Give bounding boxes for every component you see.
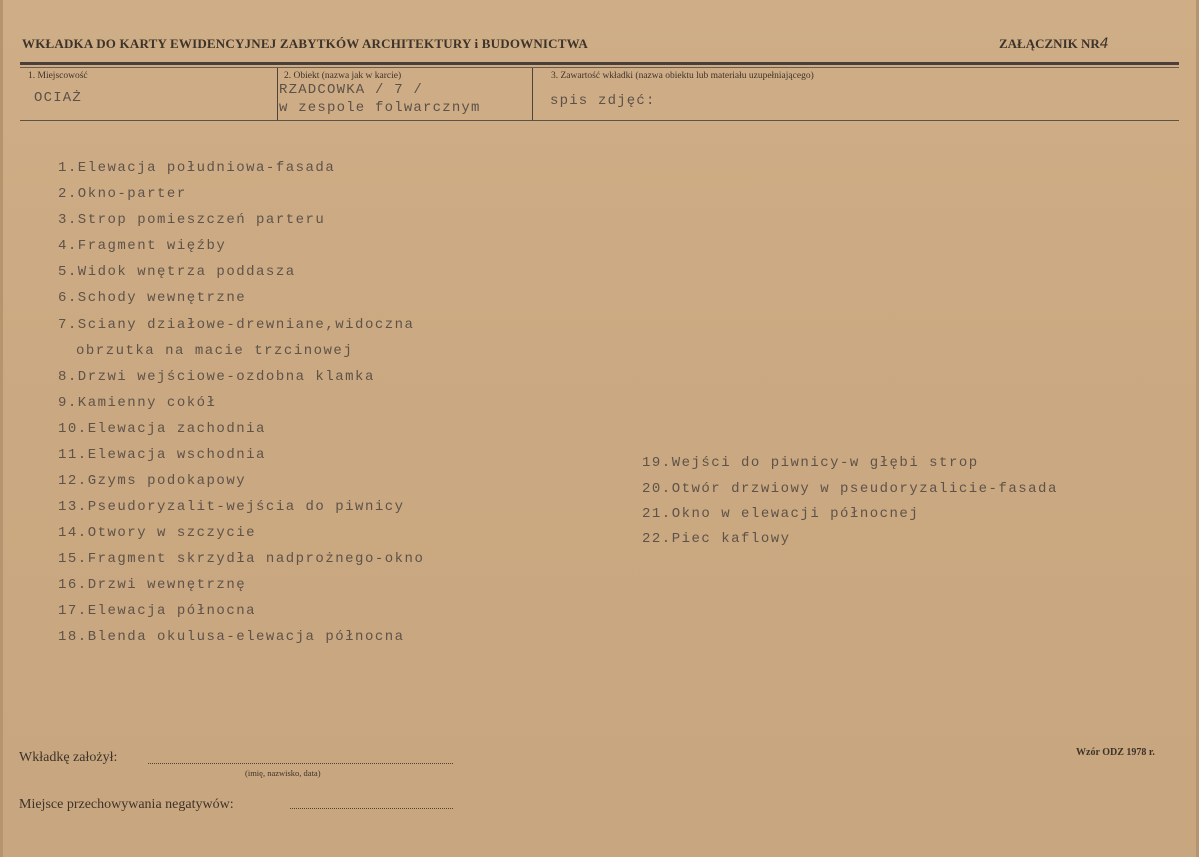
list-item: 19.Wejści do piwnicy-w głębi strop <box>642 455 979 471</box>
content-label: 3. Zawartość wkładki (nazwa obiektu lub materiału uzupełniającego) <box>551 71 814 81</box>
field-divider-1 <box>277 68 278 120</box>
list-item: 18.Blenda okulusa-elewacja północna <box>58 629 405 645</box>
negatives-label: Miejsce przechowywania negatywów: <box>19 797 234 812</box>
negatives-dotted-line <box>290 808 453 809</box>
locality-label: 1. Miejscowość <box>28 71 88 81</box>
attachment-label: ZAŁĄCZNIK NR <box>999 36 1100 51</box>
field-divider-2 <box>532 68 533 120</box>
form-code: Wzór ODZ 1978 r. <box>1076 747 1155 758</box>
sheet-edge-left <box>0 0 3 857</box>
list-item: 7.Sciany działowe-drewniane,widoczna <box>58 317 415 333</box>
list-item: 21.Okno w elewacji północnej <box>642 506 920 522</box>
form-title: WKŁADKA DO KARTY EWIDENCYJNEJ ZABYTKÓW ARCHITEKTURY i BUDOWNICTWA <box>22 36 588 51</box>
founder-label: Wkładkę założył: <box>19 750 118 765</box>
list-item: 5.Widok wnętrza poddasza <box>58 264 296 280</box>
list-item: 16.Drzwi wewnętrznę <box>58 577 247 593</box>
list-item: 22.Piec kaflowy <box>642 531 791 547</box>
object-value-line1: RZADCOWKA / 7 / <box>279 82 424 98</box>
list-item: 1.Elewacja południowa-fasada <box>58 160 336 176</box>
list-item: 6.Schody wewnętrzne <box>58 290 247 306</box>
list-item: 11.Elewacja wschodnia <box>58 447 266 463</box>
object-value-line2: w zespole folwarcznym <box>279 100 481 116</box>
list-item: 3.Strop pomieszczeń parteru <box>58 212 326 228</box>
list-item: 12.Gzyms podokapowy <box>58 473 247 489</box>
header-rule-thin <box>20 67 1179 68</box>
locality-value: OCIAŻ <box>34 90 83 106</box>
list-item: 20.Otwór drzwiowy w pseudoryzalicie-fasada <box>642 481 1058 497</box>
header-rule-thick <box>20 62 1179 65</box>
list-item: 4.Fragment więźby <box>58 238 227 254</box>
list-item: 9.Kamienny cokół <box>58 395 217 411</box>
attachment-number <box>999 36 1109 52</box>
list-item: 14.Otwory w szczycie <box>58 525 257 541</box>
list-item: 13.Pseudoryzalit-wejścia do piwnicy <box>58 499 405 515</box>
list-item: 17.Elewacja północna <box>58 603 257 619</box>
list-item: 8.Drzwi wejściowe-ozdobna klamka <box>58 369 375 385</box>
founder-hint: (imię, nazwisko, data) <box>245 768 321 778</box>
fields-rule-bottom <box>20 120 1179 121</box>
list-item: 15.Fragment skrzydła nadprożnego-okno <box>58 551 425 567</box>
list-item: 2.Okno-parter <box>58 186 187 202</box>
content-value: spis zdjęć: <box>550 93 656 109</box>
attachment-number-value: 4 <box>1099 36 1109 52</box>
founder-dotted-line <box>148 763 453 764</box>
object-label: 2. Obiekt (nazwa jak w karcie) <box>284 71 402 81</box>
list-item: 10.Elewacja zachodnia <box>58 421 266 437</box>
list-item: obrzutka na macie trzcinowej <box>76 343 354 359</box>
